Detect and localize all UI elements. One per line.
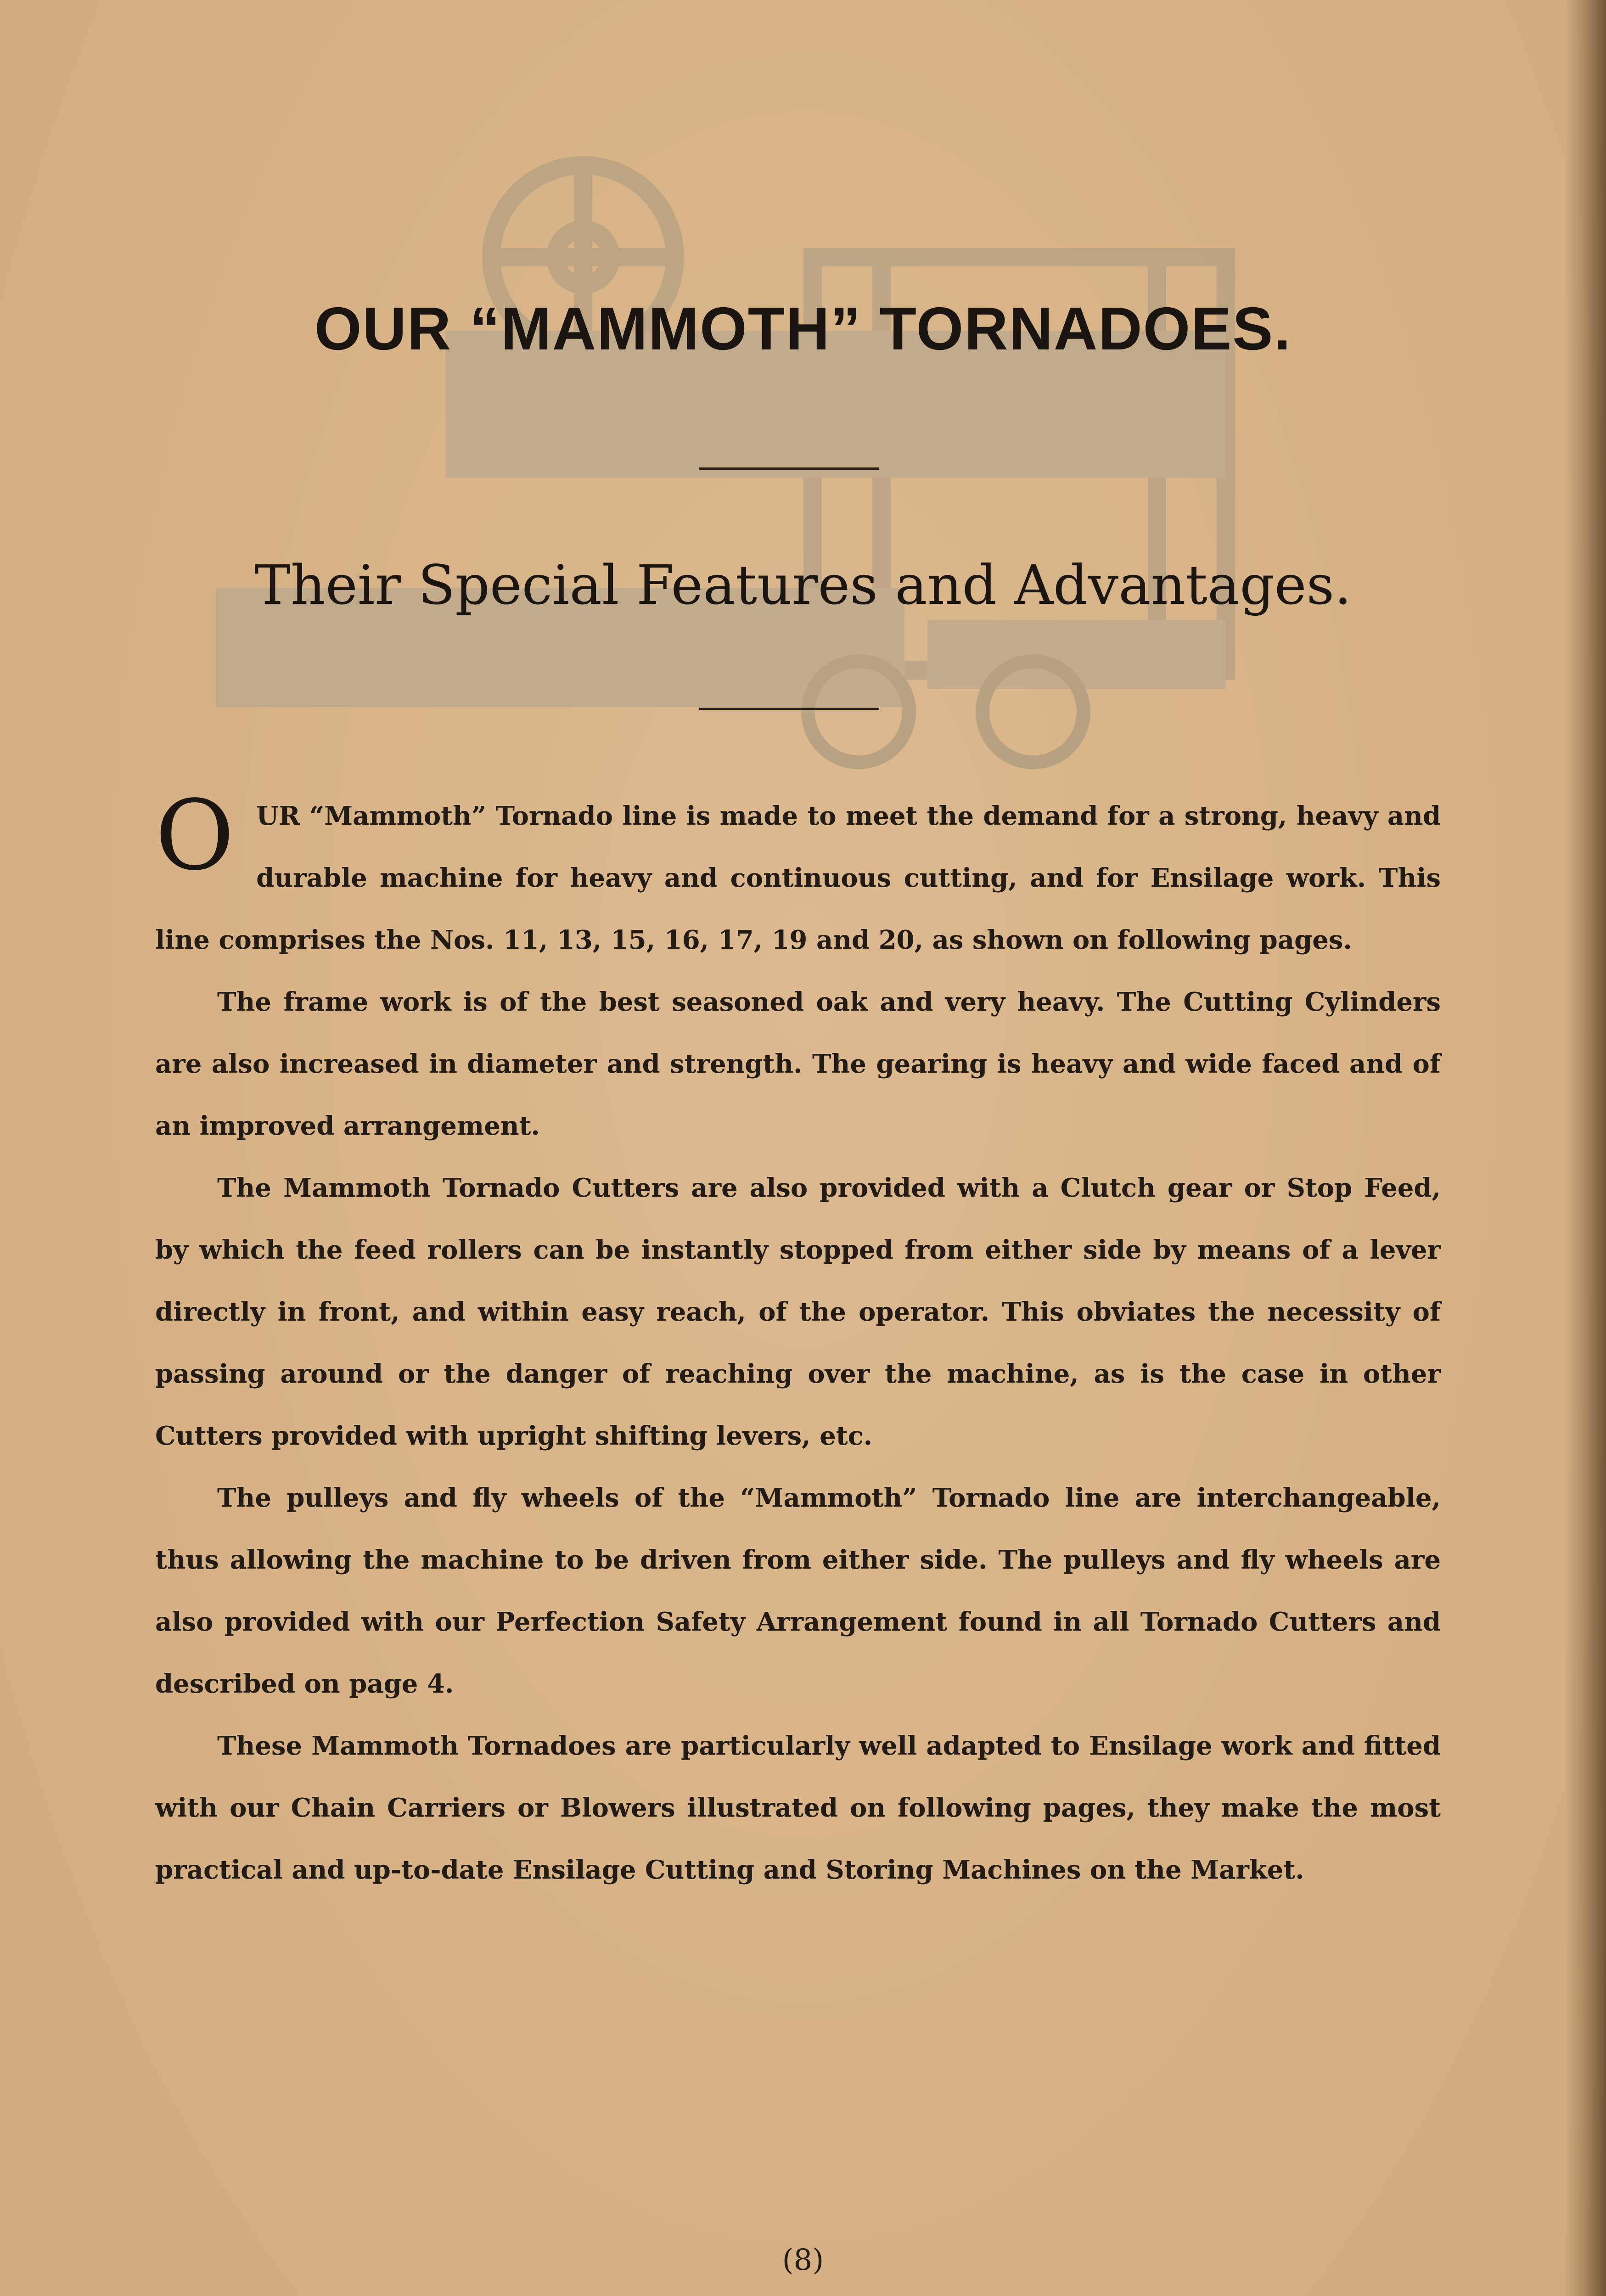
show-through-machine-illustration [147, 138, 1387, 781]
divider-bottom [699, 708, 879, 710]
page-number: (8) [782, 2243, 824, 2277]
paragraph-intro-text: UR “Mammoth” Tornado line is made to meet the demand for a strong, heavy and durable machine for heavy and continuous cutting, and for Ensilage work. This line comprises the Nos. 11, 13, 15, 16, 17, 19 and 20, as shown on following pages. [155, 801, 1441, 955]
paragraph-ensilage: These Mammoth Tornadoes are particularly well adapted to Ensilage work and fitted with our Chain Carriers or Blowers illustrated on following pages, they make the most practical and up-to-date Ensilage Cutting and Storing Machines on the Market. [155, 1731, 1441, 1885]
page-subtitle: Their Special Features and Advantages. [254, 553, 1352, 617]
article-body [155, 779, 1441, 1901]
paragraph-pulleys: The pulleys and fly wheels of the “Mammoth” Tornado line are interchangeable, thus allowing the machine to be driven from either side. The pulleys and fly wheels are also provided with our Perfection Safety Arrangement found in all Tornado Cutters and described on page 4. [155, 1483, 1441, 1699]
paragraph-frame-work: The frame work is of the best seasoned oak and very heavy. The Cutting Cylinders are also increased in diameter and strength. The gearing is heavy and wide faced and of an improved arrangement. [155, 987, 1441, 1141]
divider-top [699, 467, 879, 470]
page-title: OUR “MAMMOTH” TORNADOES. [314, 295, 1292, 362]
drop-cap: O [155, 779, 235, 892]
paragraph-clutch-gear: The Mammoth Tornado Cutters are also provided with a Clutch gear or Stop Feed, by which the feed rollers can be instantly stopped from either side by means of a lever directly in front, and within easy reach, of the operator. This obviates the necessity of passing around or the danger of reaching over the machine, as is the case in other Cutters provided with upright shifting levers, etc. [155, 1173, 1441, 1451]
paragraph-intro [155, 779, 1441, 971]
